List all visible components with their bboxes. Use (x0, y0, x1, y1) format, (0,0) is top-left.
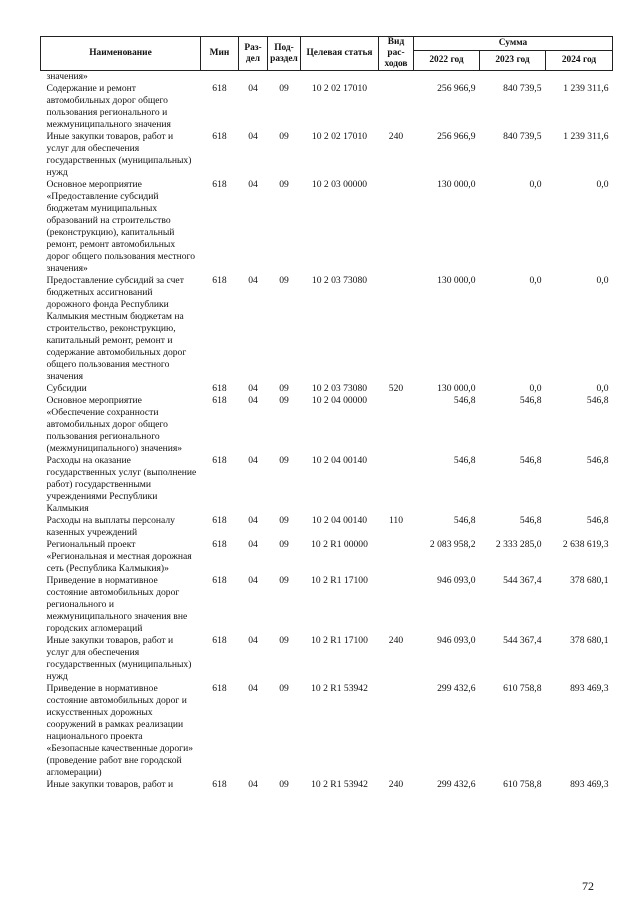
row-2022: 299 432,6 (437, 683, 476, 694)
row-2023: 546,8 (519, 395, 542, 406)
row-2024: 0,0 (596, 383, 609, 394)
row-name: Субсидии (46, 383, 87, 394)
row-vid (379, 275, 414, 383)
row-podrazdel: 09 (279, 131, 289, 142)
row-2024: 1 239 311,6 (563, 131, 609, 142)
row-razdel (239, 71, 268, 84)
row-podrazdel: 09 (279, 383, 289, 394)
row-vid (379, 71, 414, 84)
budget-table (40, 36, 613, 791)
row-min: 618 (212, 179, 227, 190)
row-2023: 546,8 (519, 455, 542, 466)
row-target: 10 2 R1 00000 (311, 539, 368, 550)
row-target: 10 2 R1 17100 (311, 575, 368, 586)
row-podrazdel: 09 (279, 275, 289, 286)
row-2023: 0,0 (529, 383, 542, 394)
row-target: 10 2 R1 53942 (311, 779, 368, 790)
row-min: 618 (212, 575, 227, 586)
row-razdel: 04 (248, 635, 258, 646)
row-target: 10 2 03 00000 (311, 179, 368, 190)
page-number: 72 (582, 879, 594, 893)
row-2024: 893 469,3 (570, 779, 609, 790)
row-min: 618 (212, 275, 227, 286)
row-name: Региональный проект «Региональная и местная дорожная сеть (Республика Калмыкия)» (46, 539, 192, 574)
row-razdel: 04 (248, 515, 258, 526)
header-2024: 2024 год (546, 51, 613, 71)
row-podrazdel (268, 71, 301, 84)
row-name: Основное мероприятие «Обеспечение сохранности автомобильных дорог общего пользования регионального (межмуниципального) значения» (46, 395, 183, 454)
table-row (41, 455, 613, 515)
row-razdel: 04 (248, 179, 258, 190)
row-name: Иные закупки товаров, работ и услуг для обеспечения государственных (муниципальных) нужд (46, 131, 192, 178)
row-2022: 256 966,9 (437, 131, 476, 142)
row-2022: 946 093,0 (437, 575, 476, 586)
row-name: Расходы на выплаты персоналу казенных учреждений (46, 515, 175, 538)
table-row (41, 83, 613, 131)
row-podrazdel: 09 (279, 539, 289, 550)
row-2023: 840 739,5 (503, 83, 542, 94)
table-row (41, 131, 613, 179)
table-header (41, 37, 613, 71)
header-target: Целевая статья (301, 37, 379, 71)
row-min: 618 (212, 683, 227, 694)
row-name: Содержание и ремонт автомобильных дорог общего пользования регионального и межмуниципального значения (46, 83, 171, 130)
row-min: 618 (212, 83, 227, 94)
row-name: Предоставление субсидий за счет бюджетных ассигнований дорожного фонда Республики Калмыкия местным бюджетам на строительство, реконструкцию, капитальный ремонт, ремонт и содержание автомобильных дорог общего пользования местного значения (46, 275, 187, 382)
row-2022: 546,8 (453, 455, 476, 466)
row-podrazdel: 09 (279, 635, 289, 646)
row-podrazdel: 09 (279, 395, 289, 406)
row-podrazdel: 09 (279, 455, 289, 466)
row-razdel: 04 (248, 575, 258, 586)
row-2023: 546,8 (519, 515, 542, 526)
row-target: 10 2 04 00000 (311, 395, 368, 406)
header-razdel: Раз-дел (239, 37, 268, 71)
row-podrazdel: 09 (279, 83, 289, 94)
row-target: 10 2 02 17010 (311, 131, 368, 142)
row-2023: 544 367,4 (503, 635, 542, 646)
row-min: 618 (212, 779, 227, 790)
row-2024 (546, 71, 613, 84)
row-vid: 240 (388, 635, 404, 646)
row-vid: 240 (388, 779, 404, 790)
row-target: 10 2 04 00140 (311, 515, 368, 526)
header-2023: 2023 год (480, 51, 546, 71)
table-row (41, 515, 613, 539)
row-min: 618 (212, 635, 227, 646)
table-row (41, 635, 613, 683)
row-2024: 378 680,1 (570, 575, 609, 586)
row-2022: 130 000,0 (437, 383, 476, 394)
header-2022: 2022 год (414, 51, 480, 71)
header-min: Мин (201, 37, 239, 71)
row-min: 618 (212, 131, 227, 142)
table-row (41, 539, 613, 575)
row-2024: 546,8 (586, 395, 609, 406)
row-min (201, 71, 239, 84)
row-target: 10 2 04 00140 (311, 455, 368, 466)
table-row (41, 779, 613, 791)
row-2023: 0,0 (529, 179, 542, 190)
row-name: Приведение в нормативное состояние автомобильных дорог регионального и межмуниципального значения вне городских агломераций (46, 575, 188, 634)
row-2023: 610 758,8 (503, 779, 542, 790)
row-min: 618 (212, 539, 227, 550)
table-row (41, 383, 613, 395)
row-2023: 544 367,4 (503, 575, 542, 586)
row-2023: 0,0 (529, 275, 542, 286)
row-target: 10 2 R1 17100 (311, 635, 368, 646)
row-2022: 546,8 (453, 395, 476, 406)
row-podrazdel: 09 (279, 779, 289, 790)
row-vid: 240 (388, 131, 404, 142)
row-2024: 0,0 (596, 275, 609, 286)
row-vid (379, 539, 414, 575)
row-vid (379, 83, 414, 131)
header-vid: Вид рас-ходов (379, 37, 414, 71)
header-sum: Сумма (414, 37, 613, 51)
row-target: 10 2 R1 53942 (311, 683, 368, 694)
row-2024: 893 469,3 (570, 683, 609, 694)
row-vid: 110 (388, 515, 404, 526)
row-vid (379, 179, 414, 275)
table-row (41, 395, 613, 455)
row-vid (379, 395, 414, 455)
row-2022: 256 966,9 (437, 83, 476, 94)
row-podrazdel: 09 (279, 515, 289, 526)
row-min: 618 (212, 395, 227, 406)
row-podrazdel: 09 (279, 179, 289, 190)
row-razdel: 04 (248, 83, 258, 94)
row-razdel: 04 (248, 683, 258, 694)
row-razdel: 04 (248, 455, 258, 466)
row-razdel: 04 (248, 779, 258, 790)
header-podrazdel: Под-раздел (268, 37, 301, 71)
row-2024: 0,0 (596, 179, 609, 190)
row-2023 (480, 71, 546, 84)
row-target: 10 2 03 73080 (311, 275, 368, 286)
row-2024: 546,8 (586, 455, 609, 466)
row-2023: 2 333 285,0 (495, 539, 542, 550)
row-2022: 946 093,0 (437, 635, 476, 646)
row-2022: 130 000,0 (437, 179, 476, 190)
row-razdel: 04 (248, 395, 258, 406)
row-vid (379, 575, 414, 635)
header-name: Наименование (41, 37, 201, 71)
row-name: значения» (46, 71, 88, 82)
table-row (41, 179, 613, 275)
table-row (41, 275, 613, 383)
row-2024: 1 239 311,6 (563, 83, 609, 94)
row-target: 10 2 02 17010 (311, 83, 368, 94)
row-2024: 2 638 619,3 (562, 539, 609, 550)
table-body (41, 71, 613, 792)
row-razdel: 04 (248, 131, 258, 142)
row-razdel: 04 (248, 539, 258, 550)
row-name: Основное мероприятие «Предоставление субсидий бюджетам муниципальных образований на строительство (реконструкцию), капитальный ремонт, ремонт автомобильных дорог общего пользования местного значения» (46, 179, 196, 274)
row-2023: 610 758,8 (503, 683, 542, 694)
row-target: 10 2 03 73080 (311, 383, 368, 394)
row-2022: 130 000,0 (437, 275, 476, 286)
row-vid (379, 683, 414, 779)
row-2022: 546,8 (453, 515, 476, 526)
row-min: 618 (212, 515, 227, 526)
row-2024: 546,8 (586, 515, 609, 526)
row-vid (379, 455, 414, 515)
row-min: 618 (212, 455, 227, 466)
row-target (301, 71, 379, 84)
row-razdel: 04 (248, 383, 258, 394)
table-row (41, 683, 613, 779)
row-2024: 378 680,1 (570, 635, 609, 646)
row-podrazdel: 09 (279, 575, 289, 586)
row-2023: 840 739,5 (503, 131, 542, 142)
row-2022 (414, 71, 480, 84)
table-row (41, 71, 613, 84)
row-podrazdel: 09 (279, 683, 289, 694)
row-min: 618 (212, 383, 227, 394)
table-row (41, 575, 613, 635)
row-2022: 2 083 958,2 (429, 539, 476, 550)
row-name: Иные закупки товаров, работ и услуг для обеспечения государственных (муниципальных) нужд (46, 635, 192, 682)
row-razdel: 04 (248, 275, 258, 286)
row-vid: 520 (388, 383, 404, 394)
row-2022: 299 432,6 (437, 779, 476, 790)
row-name: Иные закупки товаров, работ и (46, 779, 174, 790)
row-name: Приведение в нормативное состояние автомобильных дорог и искусственных дорожных сооружений в рамках реализации национального проекта «Безопасные качественные дороги» (проведение работ вне городской агломерации) (46, 683, 194, 778)
row-name: Расходы на оказание государственных услуг (выполнение работ) государственными учреждениями Республики Калмыкия (46, 455, 197, 514)
